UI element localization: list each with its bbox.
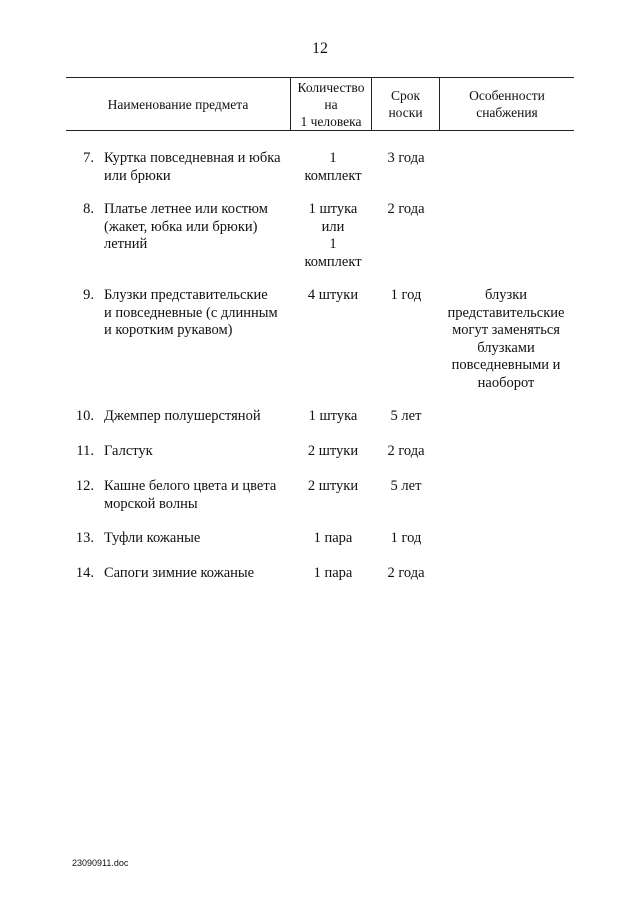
table-header: [66, 77, 574, 131]
item-name: Куртка повседневная и юбка или брюки: [104, 150, 281, 184]
item-supply-notes: блузки представительские могут заменяться блузками повседневными и наоборот: [447, 287, 565, 391]
item-quantity: 1 пара: [313, 530, 353, 546]
item-wear-term: 2 года: [387, 443, 425, 459]
header-supply-notes: Особенности снабжения: [469, 88, 545, 120]
row-number: 13.: [75, 530, 94, 546]
row-number: 9.: [83, 287, 94, 303]
item-name: Джемпер полушерстяной: [104, 408, 261, 424]
row-number: 11.: [76, 443, 94, 459]
item-quantity: 2 штуки: [307, 443, 359, 459]
item-wear-term: 1 год: [390, 530, 422, 546]
header-item-name: Наименование предмета: [107, 96, 249, 112]
item-wear-term: 5 лет: [390, 478, 422, 494]
item-quantity: 1 комплект: [304, 150, 362, 184]
item-quantity: 1 штука: [308, 408, 358, 424]
item-quantity: 1 пара: [313, 565, 353, 581]
item-name: Сапоги зимние кожаные: [104, 565, 255, 581]
header-wear-term: Срок носки: [372, 78, 440, 130]
item-name: Кашне белого цвета и цвета морской волны: [104, 478, 277, 512]
item-quantity: 2 штуки: [307, 478, 359, 494]
row-number: 10.: [75, 408, 94, 424]
document-file-code: 23090911.doc: [72, 858, 129, 868]
item-name: Галстук: [104, 443, 153, 459]
item-wear-term: 2 года: [387, 565, 425, 581]
row-number: 8.: [83, 201, 94, 217]
page-number: 12: [312, 40, 328, 57]
row-number: 7.: [83, 150, 94, 166]
item-name: Платье летнее или костюм (жакет, юбка или брюки) летний: [104, 201, 268, 252]
row-number: 14.: [75, 565, 94, 581]
item-wear-term: 5 лет: [390, 408, 422, 424]
item-quantity: 1 штука или 1 комплект: [304, 201, 362, 270]
item-wear-term: 3 года: [387, 150, 425, 166]
item-wear-term: 1 год: [390, 287, 422, 303]
item-wear-term: 2 года: [387, 201, 425, 217]
row-number: 12.: [75, 478, 94, 494]
item-name: Туфли кожаные: [104, 530, 201, 546]
item-name: Блузки представительские и повседневные (с длинным и коротким рукавом): [104, 287, 278, 338]
item-quantity: 4 штуки: [307, 287, 359, 303]
header-quantity: Количество на 1 человека: [290, 78, 372, 130]
